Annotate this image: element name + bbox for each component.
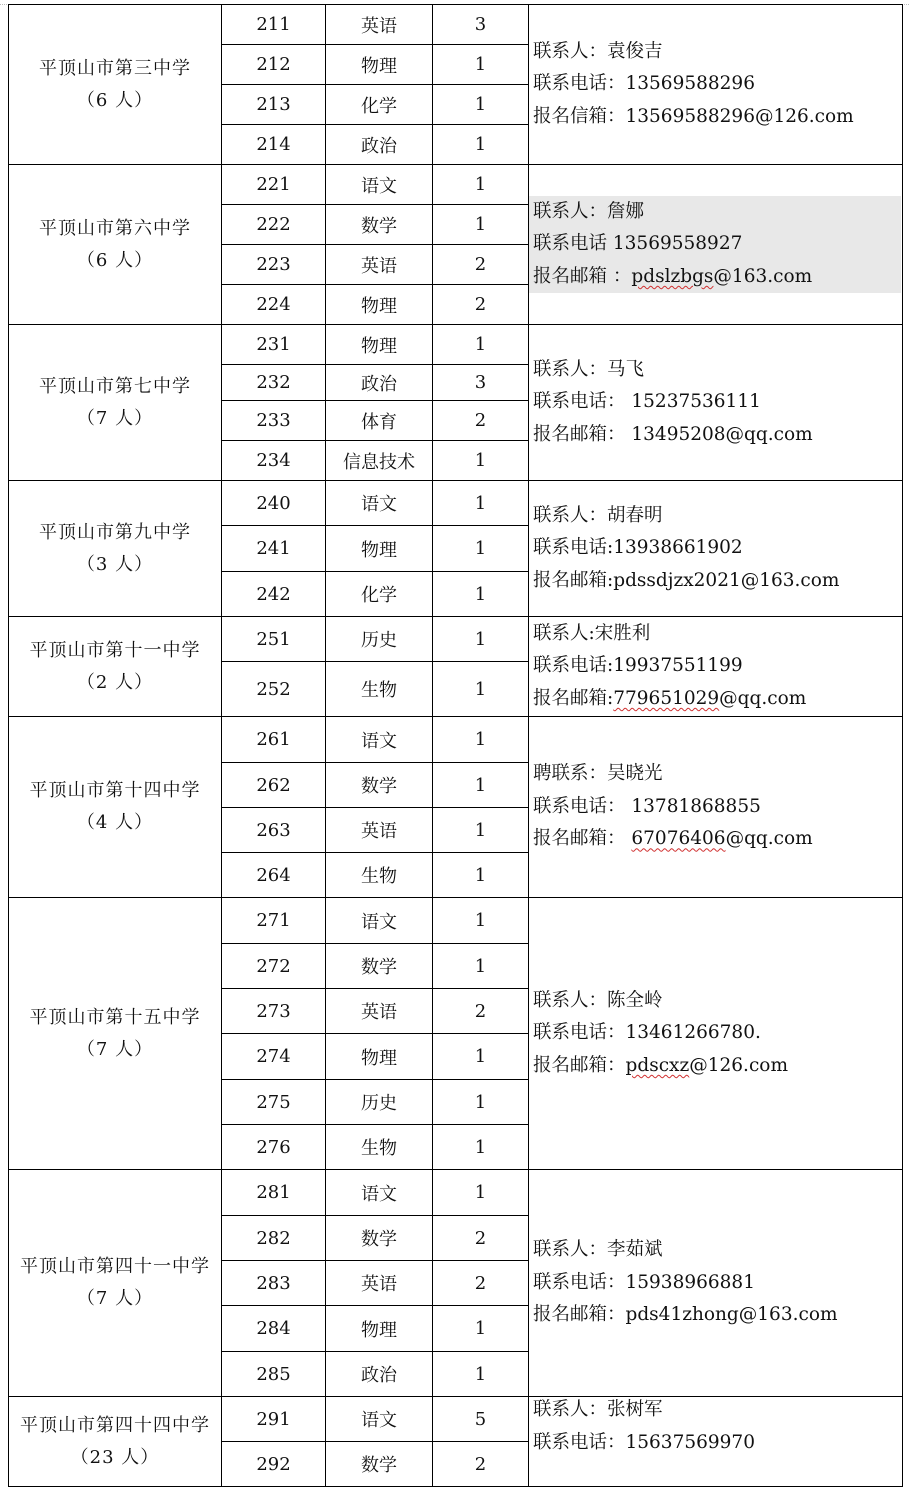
- contact-info: [533, 618, 806, 716]
- position-count-cell: [433, 165, 528, 204]
- position-code: 222: [256, 214, 291, 235]
- contact-email: 报名邮箱： 13495208@qq.com: [533, 423, 813, 445]
- position-count-cell: [433, 1306, 528, 1351]
- contact-info: [533, 1394, 755, 1459]
- position-count: 2: [474, 1000, 487, 1022]
- position-subject-cell: [326, 617, 432, 661]
- position-code: 241: [256, 538, 291, 559]
- school-name: 平顶山市第四十四中学: [20, 1414, 210, 1436]
- contact-person: 联系人：张树军: [533, 1399, 663, 1420]
- position-subject: 英语: [361, 1002, 397, 1023]
- contact-email: 报名邮箱:779651029@qq.com: [533, 687, 807, 709]
- position-count-cell: [433, 441, 528, 480]
- school-name-cell: [9, 1170, 221, 1396]
- contact-phone: 联系电话:13938661902: [533, 537, 743, 559]
- position-count-cell: [433, 1216, 528, 1260]
- position-code: 251: [256, 628, 291, 650]
- contact-person: 联系人：马飞: [533, 358, 645, 380]
- contact-info: [533, 500, 839, 598]
- position-code: 274: [256, 1046, 291, 1067]
- position-subject-cell: [326, 1306, 432, 1351]
- position-code-cell: [222, 325, 325, 364]
- position-code: 233: [256, 410, 291, 431]
- school-headcount: （7 人）: [76, 1038, 154, 1060]
- position-count-cell: [433, 205, 528, 244]
- position-subject-cell: [326, 45, 432, 84]
- position-code: 283: [256, 1272, 291, 1294]
- position-subject-cell: [326, 717, 432, 762]
- school-headcount: （6 人）: [76, 249, 154, 271]
- position-code-cell: [222, 617, 325, 661]
- position-count: 1: [474, 1136, 487, 1158]
- contact-phone: 联系电话：15637569970: [533, 1431, 755, 1453]
- position-code-cell: [222, 245, 325, 284]
- position-subject-cell: [326, 1080, 432, 1124]
- school-name: 平顶山市第十一中学: [29, 639, 201, 661]
- position-code: 212: [256, 54, 291, 75]
- position-subject: 语文: [361, 175, 397, 197]
- school-name: 平顶山市第七中学: [39, 375, 191, 397]
- position-count-cell: [433, 125, 528, 164]
- position-code-cell: [222, 165, 325, 204]
- position-subject-cell: [326, 898, 432, 943]
- contact-person: 联系人：袁俊吉: [533, 40, 663, 62]
- contact-person: 联系人：胡春明: [533, 504, 663, 526]
- position-subject-cell: [326, 205, 432, 244]
- position-subject-cell: [326, 1170, 432, 1215]
- position-code: 276: [256, 1136, 291, 1158]
- contact-person: 聘联系：吴晓光: [533, 763, 663, 785]
- contact-cell: [529, 898, 902, 1169]
- school-name-cell: [9, 165, 221, 324]
- position-code-cell: [222, 45, 325, 84]
- position-count: 2: [474, 294, 487, 315]
- position-subject: 物理: [361, 1047, 397, 1069]
- position-count-cell: [433, 617, 528, 661]
- position-subject: 生物: [361, 680, 397, 701]
- position-subject: 物理: [361, 295, 397, 317]
- position-code: 232: [256, 372, 291, 393]
- position-count: 2: [474, 1453, 487, 1475]
- position-count: 1: [474, 214, 487, 235]
- position-code-cell: [222, 572, 325, 616]
- position-count-cell: [433, 365, 528, 400]
- contact-info: [533, 985, 788, 1083]
- position-code-cell: [222, 285, 325, 324]
- position-subject: 英语: [361, 255, 397, 277]
- position-code: 284: [256, 1318, 291, 1339]
- position-count-cell: [433, 245, 528, 284]
- position-count: 2: [474, 254, 487, 275]
- contact-info: [533, 1234, 838, 1332]
- position-count: 1: [474, 94, 487, 115]
- position-count: 1: [474, 450, 487, 471]
- position-count: 1: [474, 174, 487, 195]
- position-code-cell: [222, 1034, 325, 1079]
- position-subject: 化学: [361, 585, 397, 606]
- position-subject-cell: [326, 165, 432, 204]
- position-count: 5: [474, 1408, 487, 1430]
- contact-cell: [529, 617, 902, 716]
- position-code: 281: [256, 1182, 291, 1203]
- position-count-cell: [433, 662, 528, 716]
- position-subject: 语文: [361, 1183, 397, 1205]
- position-code-cell: [222, 853, 325, 897]
- position-count: 1: [474, 1091, 487, 1113]
- position-subject: 英语: [361, 821, 397, 842]
- position-count: 2: [474, 1227, 487, 1249]
- position-subject: 数学: [361, 1455, 397, 1476]
- position-count-cell: [433, 853, 528, 897]
- position-count: 1: [474, 955, 487, 977]
- position-count-cell: [433, 5, 528, 44]
- position-subject: 物理: [361, 539, 397, 561]
- contact-cell: [529, 165, 902, 324]
- position-count-cell: [433, 45, 528, 84]
- position-count: 1: [474, 729, 487, 750]
- position-subject-cell: [326, 1034, 432, 1079]
- position-code: 262: [256, 774, 291, 796]
- position-code-cell: [222, 808, 325, 852]
- position-count-cell: [433, 1080, 528, 1124]
- school-name-cell: [9, 325, 221, 480]
- position-count-cell: [433, 1397, 528, 1441]
- position-subject: 生物: [361, 1138, 397, 1159]
- school-name: 平顶山市第十四中学: [29, 780, 201, 801]
- contact-cell: [529, 481, 902, 616]
- position-code-cell: [222, 481, 325, 525]
- contact-info: [533, 354, 813, 452]
- position-count-cell: [433, 572, 528, 616]
- position-subject: 物理: [361, 55, 397, 77]
- school-headcount: （3 人）: [76, 553, 154, 575]
- position-subject-cell: [326, 401, 432, 440]
- position-subject: 化学: [361, 95, 397, 117]
- position-subject: 体育: [361, 411, 397, 433]
- position-count: 1: [474, 538, 487, 559]
- contact-phone: 联系电话： 13781868855: [533, 795, 761, 817]
- school-name: 平顶山市第十五中学: [29, 1006, 201, 1028]
- contact-info: [533, 758, 813, 856]
- position-subject-cell: [326, 944, 432, 988]
- contact-cell: [529, 717, 902, 897]
- position-count-cell: [433, 1170, 528, 1215]
- position-subject-cell: [326, 1125, 432, 1169]
- position-code-cell: [222, 1352, 325, 1396]
- position-subject-cell: [326, 526, 432, 571]
- contact-email: 报名邮箱：pdscxz@126.com: [533, 1054, 788, 1076]
- position-subject: 政治: [361, 373, 397, 395]
- position-code-cell: [222, 1170, 325, 1215]
- school-headcount: （7 人）: [76, 407, 154, 429]
- position-count: 1: [474, 910, 487, 931]
- position-count: 1: [474, 583, 487, 605]
- position-code-cell: [222, 944, 325, 988]
- position-subject: 政治: [361, 135, 397, 157]
- position-code-cell: [222, 717, 325, 762]
- position-code-cell: [222, 441, 325, 480]
- position-subject-cell: [326, 763, 432, 807]
- position-subject-cell: [326, 662, 432, 716]
- position-code: 264: [256, 864, 291, 886]
- position-count-cell: [433, 717, 528, 762]
- position-code-cell: [222, 662, 325, 716]
- position-subject: 历史: [361, 1093, 397, 1114]
- position-count-cell: [433, 1261, 528, 1305]
- contact-phone: 联系电话：13461266780.: [533, 1022, 761, 1044]
- position-count: 1: [474, 864, 487, 886]
- position-count-cell: [433, 85, 528, 124]
- position-count: 1: [474, 134, 487, 155]
- contact-cell: [529, 5, 902, 164]
- position-count: 1: [474, 1363, 487, 1385]
- position-code-cell: [222, 898, 325, 943]
- school-name: 平顶山市第三中学: [39, 57, 191, 79]
- position-code-cell: [222, 1261, 325, 1305]
- position-count: 1: [474, 678, 487, 700]
- position-count-cell: [433, 808, 528, 852]
- position-subject: 物理: [361, 1319, 397, 1341]
- position-subject-cell: [326, 853, 432, 897]
- position-code: 214: [256, 134, 291, 155]
- position-count-cell: [433, 1125, 528, 1169]
- position-code-cell: [222, 1442, 325, 1486]
- position-subject-cell: [326, 1261, 432, 1305]
- position-code: 240: [256, 492, 291, 514]
- contact-person: 联系人：陈全岭: [533, 989, 663, 1011]
- position-subject: 历史: [361, 630, 397, 651]
- position-count: 2: [474, 1272, 487, 1294]
- position-count-cell: [433, 526, 528, 571]
- position-count: 3: [474, 14, 487, 35]
- position-subject: 语文: [361, 1410, 397, 1431]
- contact-info: [529, 196, 901, 294]
- position-count-cell: [433, 481, 528, 525]
- position-subject: 数学: [361, 215, 397, 237]
- position-count: 1: [474, 819, 487, 841]
- school-headcount: （7 人）: [76, 1288, 154, 1309]
- position-code: 291: [256, 1408, 291, 1430]
- contact-cell: [529, 1397, 902, 1486]
- position-subject: 语文: [361, 494, 397, 515]
- position-subject: 语文: [361, 730, 397, 752]
- position-code: 263: [256, 819, 291, 841]
- school-name: 平顶山市第九中学: [39, 521, 191, 543]
- position-code: 234: [256, 450, 291, 471]
- position-subject-cell: [326, 989, 432, 1033]
- position-subject: 数学: [361, 1229, 397, 1250]
- position-code: 213: [256, 94, 291, 115]
- position-code-cell: [222, 85, 325, 124]
- position-count: 1: [474, 492, 487, 514]
- school-name-cell: [9, 898, 221, 1169]
- position-code: 272: [256, 955, 291, 977]
- contact-info: [533, 36, 854, 134]
- position-count: 2: [474, 410, 487, 431]
- school-headcount: （23 人）: [70, 1446, 160, 1468]
- position-count-cell: [433, 325, 528, 364]
- position-subject: 生物: [361, 866, 397, 887]
- position-subject: 英语: [361, 15, 397, 37]
- position-code-cell: [222, 401, 325, 440]
- contact-person: 联系人:宋胜利: [533, 622, 651, 644]
- contact-phone: 联系电话：15938966881: [533, 1271, 755, 1293]
- position-code: 271: [256, 910, 291, 931]
- position-subject-cell: [326, 125, 432, 164]
- school-name-cell: [9, 481, 221, 616]
- position-code: 223: [256, 254, 291, 275]
- position-subject-cell: [326, 481, 432, 525]
- position-subject-cell: [326, 365, 432, 400]
- position-code: 252: [256, 678, 291, 700]
- position-code-cell: [222, 1216, 325, 1260]
- position-count: 1: [474, 54, 487, 75]
- school-name-cell: [9, 717, 221, 897]
- position-count-cell: [433, 1442, 528, 1486]
- position-count: 1: [474, 628, 487, 650]
- position-count-cell: [433, 989, 528, 1033]
- contact-phone: 联系电话 13569558927: [533, 233, 743, 255]
- position-code: 285: [256, 1363, 291, 1385]
- school-name: 平顶山市第六中学: [39, 217, 191, 239]
- position-subject-cell: [326, 245, 432, 284]
- position-code: 221: [256, 174, 291, 195]
- position-code: 282: [256, 1227, 291, 1249]
- position-code-cell: [222, 5, 325, 44]
- contact-email: 报名邮箱 ：pdslzbgs@163.com: [533, 265, 813, 287]
- grid-vline-5: [902, 4, 903, 1487]
- position-code-cell: [222, 989, 325, 1033]
- position-subject-cell: [326, 808, 432, 852]
- position-count: 1: [474, 1318, 487, 1339]
- position-code-cell: [222, 763, 325, 807]
- position-subject: 数学: [361, 776, 397, 797]
- position-code-cell: [222, 1080, 325, 1124]
- grid-hline-bottom: [8, 1486, 902, 1487]
- position-subject: 语文: [361, 911, 397, 933]
- position-subject: 英语: [361, 1274, 397, 1295]
- position-code: 275: [256, 1091, 291, 1113]
- contact-phone: 联系电话：13569588296: [533, 73, 755, 95]
- contact-email: 报名信箱：13569588296@126.com: [533, 105, 854, 127]
- position-count-cell: [433, 944, 528, 988]
- position-code-cell: [222, 1125, 325, 1169]
- school-name: 平顶山市第四十一中学: [20, 1256, 210, 1277]
- contact-person: 联系人：詹娜: [533, 200, 645, 222]
- contact-cell: [529, 1170, 902, 1396]
- position-subject-cell: [326, 1397, 432, 1441]
- position-count-cell: [433, 1352, 528, 1396]
- position-count: 1: [474, 1046, 487, 1067]
- position-count-cell: [433, 1034, 528, 1079]
- position-subject: 数学: [361, 957, 397, 978]
- position-count: 3: [474, 372, 487, 393]
- school-name-cell: [9, 5, 221, 164]
- position-subject-cell: [326, 572, 432, 616]
- contact-person: 联系人：李茹斌: [533, 1239, 663, 1261]
- contact-email: 报名邮箱：pds41zhong@163.com: [533, 1304, 838, 1326]
- position-count-cell: [433, 898, 528, 943]
- position-code-cell: [222, 1306, 325, 1351]
- contact-phone: 联系电话： 15237536111: [533, 391, 761, 413]
- position-subject-cell: [326, 285, 432, 324]
- position-count: 1: [474, 1182, 487, 1203]
- position-count: 1: [474, 774, 487, 796]
- contact-email: 报名邮箱： 67076406@qq.com: [533, 828, 813, 850]
- position-code: 224: [256, 294, 291, 315]
- school-headcount: （6 人）: [76, 89, 154, 111]
- position-code: 211: [256, 14, 291, 35]
- position-code: 261: [256, 729, 291, 750]
- contact-phone: 联系电话:19937551199: [533, 655, 743, 677]
- position-subject: 政治: [361, 1365, 397, 1386]
- school-headcount: （2 人）: [76, 671, 154, 693]
- position-code-cell: [222, 1397, 325, 1441]
- position-count-cell: [433, 763, 528, 807]
- position-subject-cell: [326, 1216, 432, 1260]
- position-count-cell: [433, 285, 528, 324]
- position-count: 1: [474, 334, 487, 355]
- position-subject-cell: [326, 1442, 432, 1486]
- position-code: 231: [256, 334, 291, 355]
- position-subject-cell: [326, 1352, 432, 1396]
- position-code-cell: [222, 125, 325, 164]
- position-code-cell: [222, 526, 325, 571]
- position-subject: 信息技术: [343, 451, 415, 473]
- position-code-cell: [222, 205, 325, 244]
- position-subject-cell: [326, 5, 432, 44]
- contact-cell: [529, 325, 902, 480]
- school-headcount: （4 人）: [76, 812, 154, 833]
- position-subject-cell: [326, 441, 432, 480]
- position-code: 292: [256, 1453, 291, 1475]
- position-subject-cell: [326, 325, 432, 364]
- position-subject-cell: [326, 85, 432, 124]
- school-name-cell: [9, 617, 221, 716]
- contact-email: 报名邮箱:pdssdjzx2021@163.com: [533, 569, 840, 591]
- position-subject: 物理: [361, 335, 397, 357]
- position-code: 273: [256, 1000, 291, 1022]
- position-count-cell: [433, 401, 528, 440]
- position-code-cell: [222, 365, 325, 400]
- school-name-cell: [9, 1397, 221, 1486]
- position-code: 242: [256, 583, 291, 605]
